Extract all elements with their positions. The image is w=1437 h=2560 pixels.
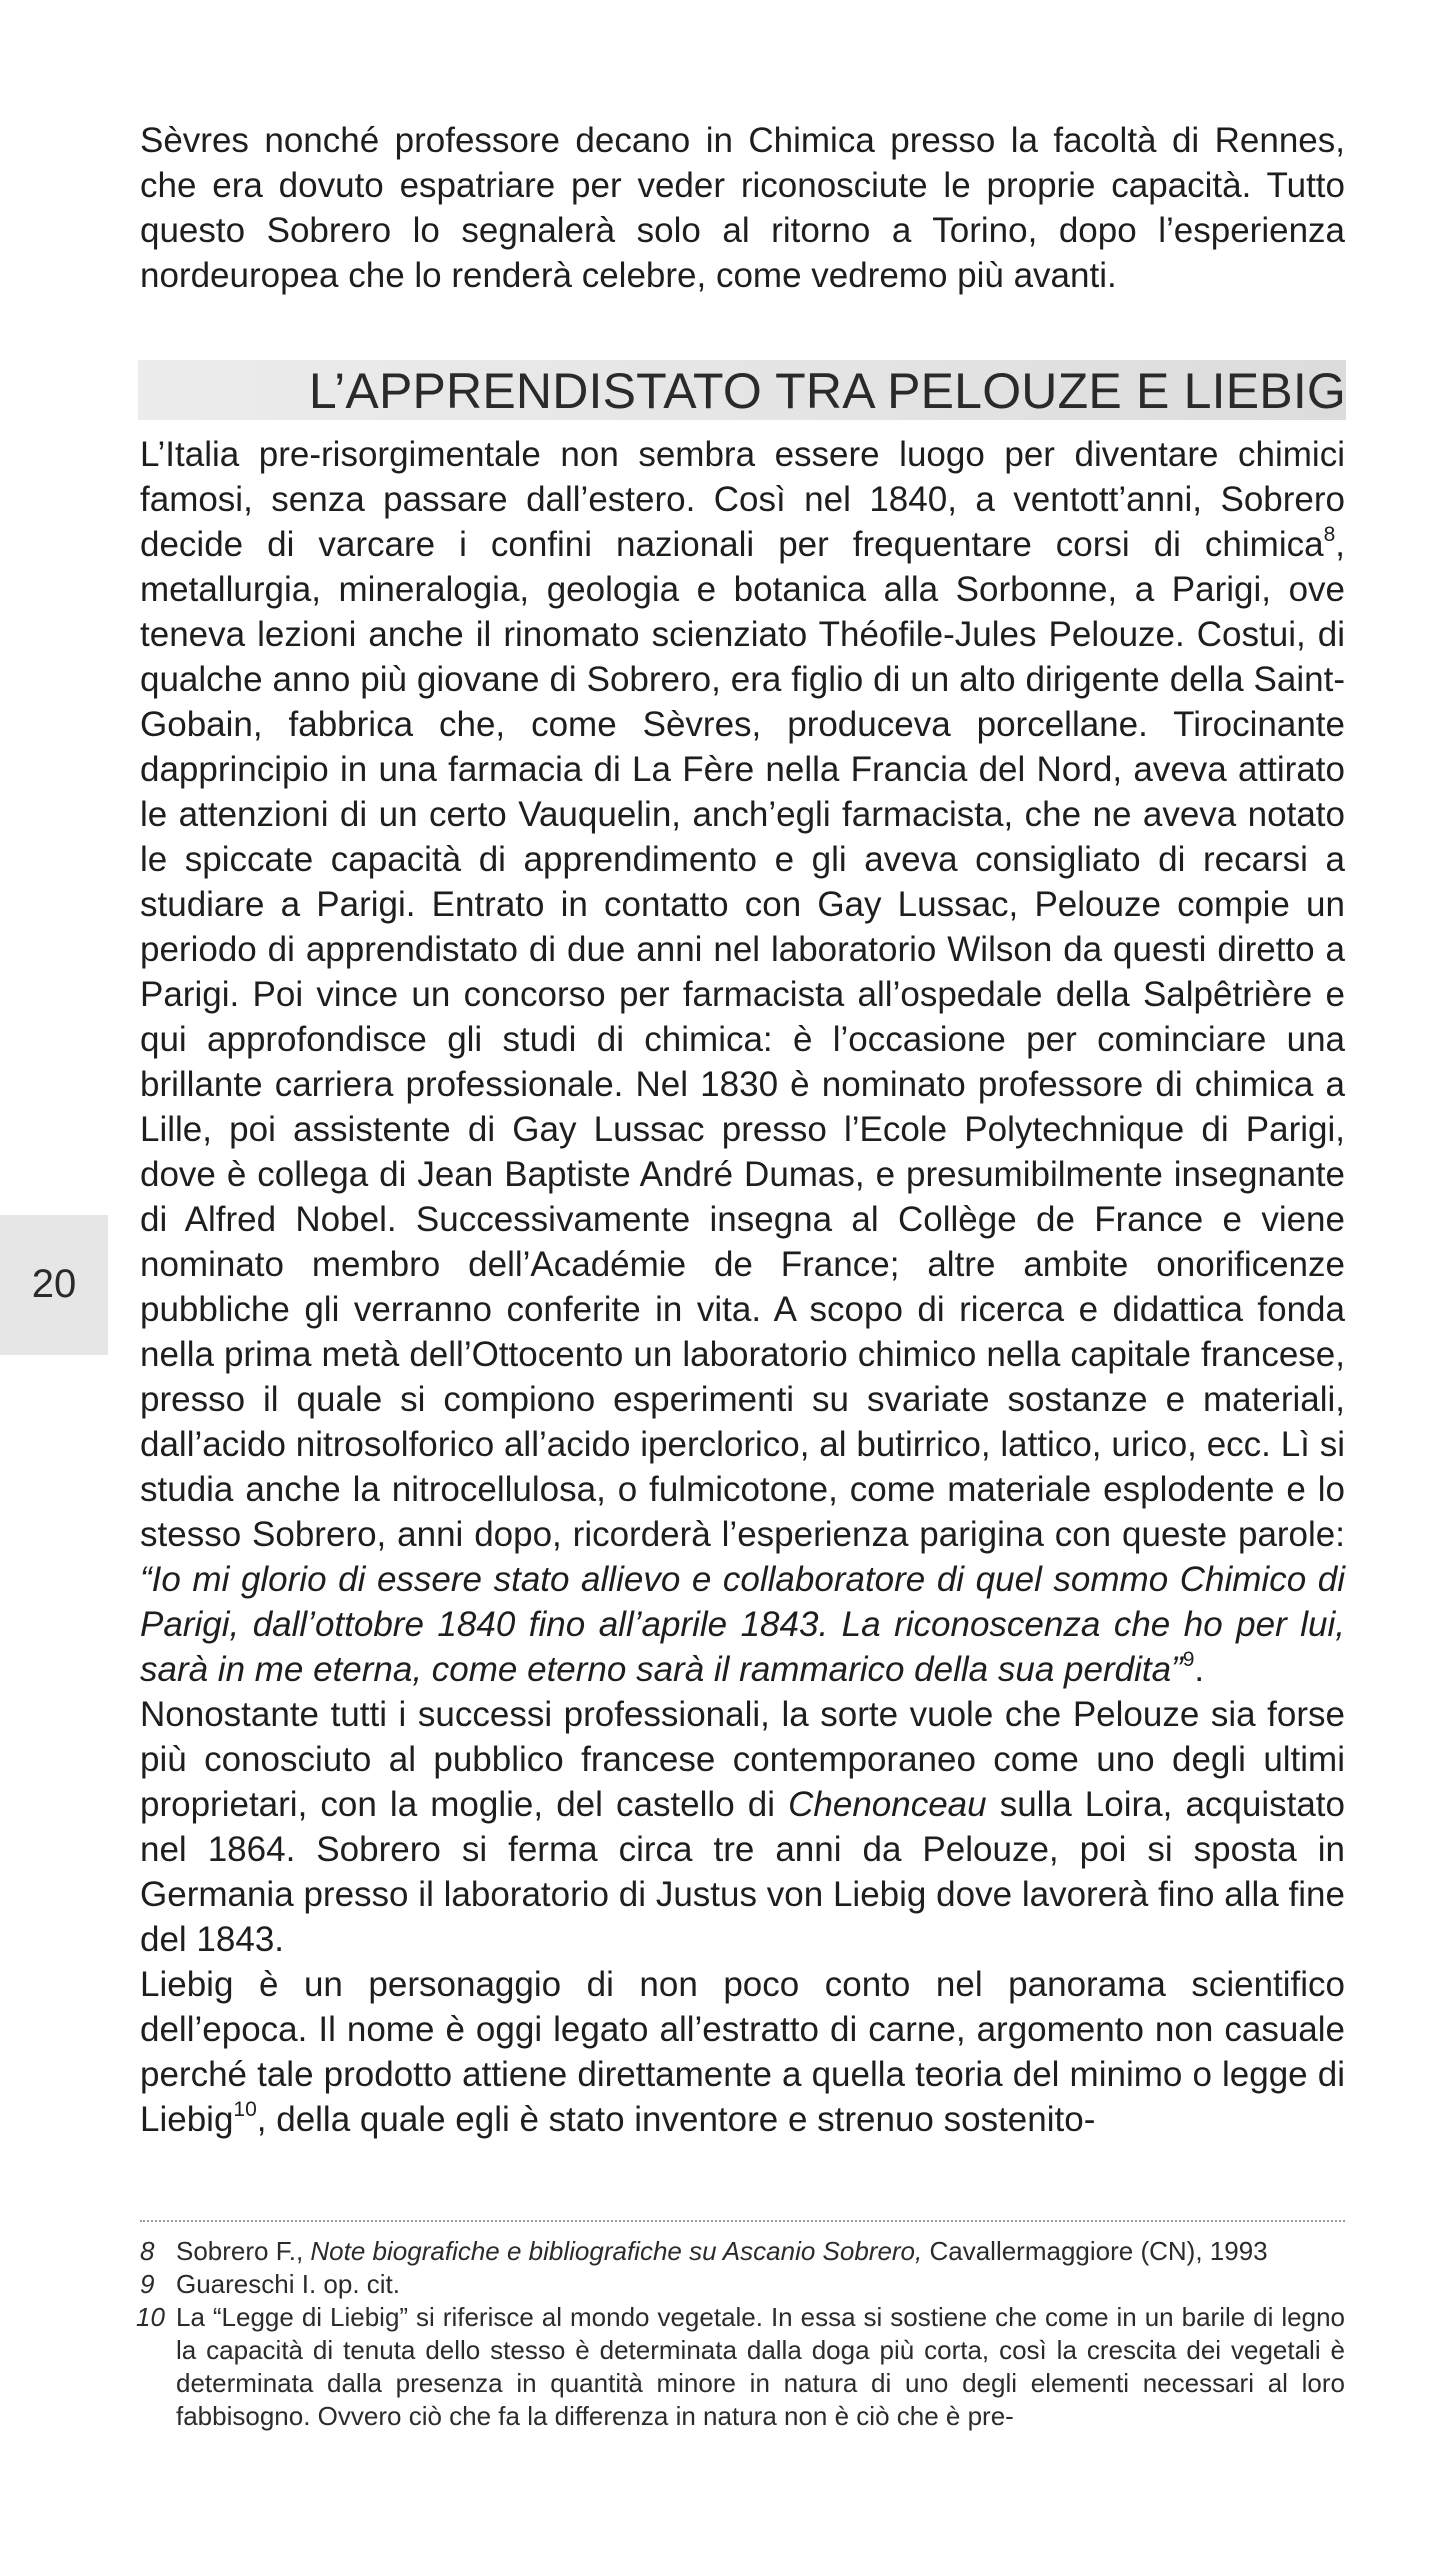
footnote-10 [136,2301,1345,2433]
section-heading-band [138,360,1346,420]
footnote-divider [140,2220,1345,2222]
sobrero-quote: “Io mi glorio di essere stato allievo e collaboratore di quel sommo Chimico di Parigi, dall’ottobre 1840 fino all’aprile 1843. La riconoscenza che ho per lui, sarà in me eterna, come eterno sarà il rammarico della sua perdita” [140,1560,1345,1689]
intro-paragraph-block [140,118,1345,298]
body-text-run: Nonostante tutti i successi professionali, la sorte vuole che Pelouze sia forse più conosciuto al pubblico francese contemporaneo come uno degli ultimi proprietari, con la moglie, del castello di [140,1695,1345,1824]
footnote-ref-10[interactable]: 10 [233,2098,257,2122]
body-text-run: sulla Loira, acquistato nel 1864. Sobrero si ferma circa tre anni da Pelouze, poi si sposta in Germania presso il laboratorio di Justus von Liebig dove lavorerà fino alla fine del 1843. [140,1785,1345,1959]
body-text-run: L’Italia pre-risorgimentale non sembra essere luogo per diventare chimici famosi, senza passare dall’estero. Così nel 1840, a ventott’anni, Sobrero decide di varcare i confini nazionali per frequentare corsi di chimica [140,435,1345,564]
body-paragraph-2 [140,1692,1345,1962]
footnote-text: La “Legge di Liebig” si riferisce al mondo vegetale. In essa si sostiene che come in un barile di legno la capacità di tenuta dello stesso è determinata dalla doga più corta, così la crescita dei vegetali è determinata dalla presenza in quantità minore in natura di uno degli elementi necessari al loro fabbisogno. Ovvero ciò che fa la differenza in natura non è ciò che è pre- [176,2302,1345,2431]
footnote-9 [140,2268,1345,2301]
page-number: 20 [31,1262,77,1306]
footnotes [136,2235,1345,2433]
body-paragraph-1 [140,432,1345,1692]
footnote-number: 8 [140,2236,155,2266]
body-text-run: . [1194,1650,1205,1689]
body-text [140,432,1345,2142]
footnote-text: Sobrero F., [176,2236,311,2266]
footnote-number: 10 [136,2302,165,2332]
chenonceau-italic: Chenonceau [788,1785,987,1824]
footnote-text: Cavallermaggiore (CN), 1993 [922,2236,1268,2266]
body-paragraph-3 [140,1962,1345,2142]
footnote-text: Guareschi I. op. cit. [176,2269,400,2299]
intro-paragraph: Sèvres nonché professore decano in Chimica presso la facoltà di Rennes, che era dovuto espatriare per veder riconosciute le proprie capacità. Tutto questo Sobrero lo segnalerà solo al ritorno a Torino, dopo l’esperienza nordeuropea che lo renderà celebre, come vedremo più avanti. [140,121,1345,295]
footnote-ref-8[interactable]: 8 [1323,523,1336,547]
section-heading: L’APPRENDISTATO TRA PELOUZE E LIEBIG [308,363,1346,419]
body-text-run: , della quale egli è stato inventore e strenuo sostenito- [256,2100,1096,2139]
footnote-8 [140,2235,1345,2268]
footnote-ref-9[interactable]: 9 [1182,1648,1195,1672]
body-text-run: , metallurgia, mineralogia, geologia e botanica alla Sorbonne, a Parigi, ove teneva lezioni anche il rinomato scienziato Théofile-Jules Pelouze. Costui, di qualche anno più giovane di Sobrero, era figlio di un alto dirigente della Saint-Gobain, fabbrica che, come Sèvres, produceva porcellane. Tirocinante dapprincipio in una farmacia di La Fère nella Francia del Nord, aveva attirato le attenzioni di un certo Vauquelin, anch’egli farmacista, che ne aveva notato le spiccate capacità di apprendimento e gli aveva consigliato di recarsi a studiare a Parigi. Entrato in contatto con Gay Lussac, Pelouze compie un periodo di apprendistato di due anni nel laboratorio Wilson da questi diretto a Parigi. Poi vince un concorso per farmacista all’ospedale della Salpêtrière e qui approfondisce gli studi di chimica: è l’occasione per cominciare una brillante carriera professionale. Nel 1830 è nominato professore di chimica a Lille, poi assistente di Gay Lussac presso l’Ecole Polytechnique di Parigi, dove è collega di Jean Baptiste André Dumas, e presumibilmente insegnante di Alfred Nobel. Successivamente insegna al Collège de France e viene nominato membro dell’Académie de France; altre ambite onorificenze pubbliche gli verranno conferite in vita. A scopo di ricerca e didattica fonda nella prima metà dell’Ottocento un laboratorio chimico nella capitale francese, presso il quale si compiono esperimenti su svariate sostanze e materiali, dall’acido nitrosolforico all’acido iperclorico, al butirrico, lattico, urico, ecc. Lì si studia anche la nitrocellulosa, o fulmicotone, come materiale esplodente e lo stesso Sobrero, anni dopo, ricorderà l’esperienza parigina con queste parole: [140,525,1345,1554]
body-text-run: Liebig è un personaggio di non poco conto nel panorama scientifico dell’epoca. Il nome è oggi legato all’estratto di carne, argomento non casuale perché tale prodotto attiene direttamente a quella teoria del minimo o legge di Liebig [140,1965,1345,2139]
footnote-number: 9 [140,2269,155,2299]
footnote-title-italic: Note biografiche e bibliografiche su Ascanio Sobrero, [310,2236,923,2266]
